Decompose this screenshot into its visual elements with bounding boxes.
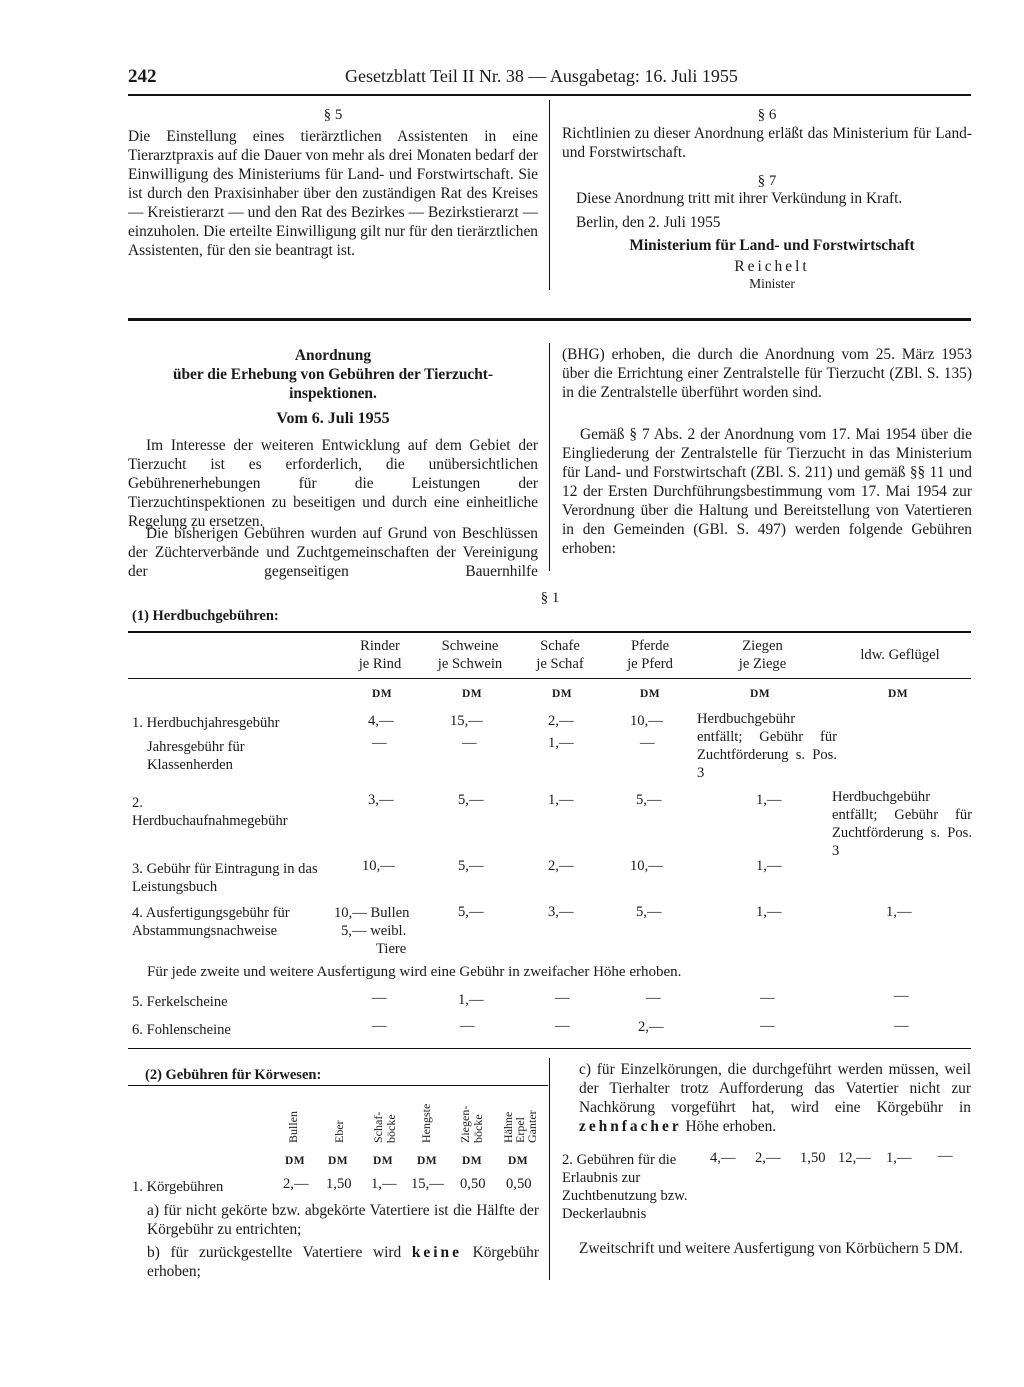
koer-header-rule [128,1085,548,1086]
cell-ziege-note: Herdbuchgebühr entfällt; Gebühr für Zuchtförderung s. Pos. 3 [697,711,837,781]
col-header-ziegen: Ziegen je Ziege [738,638,787,672]
unit-dm: DM [373,1155,394,1167]
place-date: Berlin, den 2. Juli 1955 [576,214,721,231]
ministry-signature: Ministerium für Land- und Forstwirtschaft [629,237,915,254]
cell-schaf: 2,— [548,713,574,729]
cell-gefluegel: 1,— [886,904,912,920]
cell-ziege: 1,— [756,904,782,920]
cell-schaf: 2,— [548,858,574,874]
column-divider-top [549,100,550,290]
cell-schaf: — [555,1018,570,1034]
cell-rind-tiere: Tiere [376,941,407,957]
koer-value: 15,— [411,1176,444,1192]
cell-schwein: 5,— [458,792,484,808]
koer-value: — [938,1148,953,1164]
unit-dm: DM [328,1155,349,1167]
cell-schwein: 5,— [458,858,484,874]
cell-pferd: — [640,735,655,751]
koerwesen-heading: (2) Gebühren für Körwesen: [145,1067,322,1083]
anordnung-para-1: Im Interesse der weiteren Entwicklung auf dem Gebiet der Tierzucht ist es erforderlich, die unübersichtlichen Gebührenerhebungen für die Leistungen der Tierzuchtinspektionen zu beseitigen und durch eine einheitliche Regelung zu ersetzen. [128,437,538,530]
koer-col-eber: Eber [332,1120,346,1143]
cell-rind: — [372,990,387,1006]
col-header-gefluegel: ldw. Geflügel [860,647,940,663]
koer-row-2-label: 2. Gebühren für die Erlaubnis zur Zuchtbenutzung bzw. Deckerlaubnis [562,1152,688,1222]
cell-ziege: 1,— [756,858,782,874]
table-header-rule [128,678,971,679]
anordnung-para-2: Die bisherigen Gebühren wurden auf Grund von Beschlüssen der Züchterverbände und Zuchtgemeinschaften der Vereinigung der gegenseitigen Bauernhilfe [128,525,538,580]
koer-col-ziegenboecke: Ziegen- [458,1105,472,1143]
unit-dm: DM [417,1155,438,1167]
table-top-rule [128,631,971,633]
cell-pferd: 10,— [630,858,663,874]
cell-rind: 10,— [362,858,395,874]
col-header-pferde: Pferde je Pferd [627,638,673,672]
anordnung-subtitle-2: inspektionen. [289,385,377,402]
koer-value: 2,— [283,1176,309,1192]
col-header-rinder: Rinder je Rind [358,638,402,672]
page-header-title: Gesetzblatt Teil II Nr. 38 — Ausgabetag: 16. Juli 1955 [345,66,738,86]
cell-schwein: 15,— [450,713,483,729]
koer-value: 2,— [755,1150,781,1166]
table-bottom-rule [128,1048,971,1049]
cell-gefluegel-note: Herdbuchgebühr entfällt; Gebühr für Zuchtförderung s. Pos. 3 [832,789,972,859]
unit-dm: DM [372,688,393,700]
koer-item-a: a) für nicht gekörte bzw. abgekörte Vatertiere ist die Hälfte der Körgebühr zu entrichten; [147,1202,539,1238]
section-6-text: Richtlinien zu dieser Anordnung erläßt das Ministerium für Land- und Forstwirtschaft. [562,125,972,161]
herdbuch-heading: (1) Herdbuchgebühren: [132,608,279,624]
koer-value: 1,— [371,1176,397,1192]
unit-dm: DM [285,1155,306,1167]
koer-value: 0,50 [506,1176,532,1192]
cell-pferd: 5,— [636,792,662,808]
unit-dm: DM [888,688,909,700]
unit-dm: DM [552,688,573,700]
koer-value: 4,— [710,1150,736,1166]
page-number: 242 [128,66,157,87]
row-label: Jahresgebühr für Klassenherden [147,739,245,773]
anordnung-subtitle-1: über die Erhebung von Gebühren der Tierzucht- [172,366,494,383]
section-separator [128,318,971,321]
section-7-heading: § 7 [757,173,777,189]
anordnung-date: Vom 6. Juli 1955 [276,410,390,427]
anordnung-para-3: (BHG) erhoben, die durch die Anordnung vom 25. März 1953 über die Errichtung einer Zentralstelle für Tierzucht (ZBl. S. 135) in die Zentralstelle überführt worden sind. [562,346,972,401]
row-label: 2. Herdbuchaufnahmegebühr [132,795,288,829]
cell-rind: — [372,735,387,751]
koer-value: 1,— [886,1150,912,1166]
col-header-schweine: Schweine je Schwein [437,638,503,672]
section-1-heading: § 1 [540,590,560,606]
unit-dm: DM [750,688,771,700]
unit-dm: DM [462,1155,483,1167]
col-header-schafe: Schafe je Schaf [536,638,584,672]
anordnung-title: Anordnung [294,347,372,364]
koer-row-1-label: 1. Körgebühren [132,1179,224,1195]
cell-rind: — [372,1018,387,1034]
row-label: 6. Fohlenscheine [132,1022,231,1038]
koer-col-ziegenboecke-2: böcke [471,1114,485,1143]
cell-pferd: — [646,990,661,1006]
koer-value: 0,50 [460,1176,486,1192]
cell-gefluegel: — [894,1018,909,1034]
row-label: 3. Gebühr für Eintragung in das Leistungsbuch [132,861,318,895]
cell-schwein: — [460,1018,475,1034]
unit-dm: DM [462,688,483,700]
cell-schaf: 1,— [548,792,574,808]
koer-col-erpel: Erpel [513,1117,527,1143]
cell-gefluegel: — [894,988,909,1004]
second-copy-note: Für jede zweite und weitere Ausfertigung wird eine Gebühr in zweifacher Höhe erhoben. [147,964,682,980]
cell-rind: 3,— [368,792,394,808]
koer-col-schafboecke: Schaf- [371,1111,385,1143]
koer-col-schafboecke-2: böcke [384,1114,398,1143]
cell-schwein: 1,— [458,992,484,1008]
signer-name: Reichelt [734,258,810,275]
koer-col-bullen: Bullen [286,1111,300,1143]
section-6-heading: § 6 [757,107,777,123]
koer-col-haehne: Hähne [501,1111,515,1143]
cell-schaf: 3,— [548,904,574,920]
cell-schaf: 1,— [548,735,574,751]
koer-value: 1,50 [800,1150,826,1166]
cell-rind-bullen: 10,— Bullen [334,905,410,921]
cell-ziege: — [760,990,775,1006]
anordnung-para-4: Gemäß § 7 Abs. 2 der Anordnung vom 17. Mai 1954 über die Eingliederung der Zentralstelle für Tierzucht in das Ministerium für Land- und Forstwirtschaft (ZBl. S. 211) und gemäß §§ 11 und 12 der Ersten Durchführungsbestimmung vom 17. Mai 1954 zur Verordnung über die Haltung und Bereitstellung von Vatertieren in den Gemeinden (GBl. S. 497) werden folgende Gebühren erhoben: [562,426,972,557]
cell-ziege: — [760,1018,775,1034]
koer-final-note: Zweitschrift und weitere Ausfertigung von Körbüchern 5 DM. [579,1240,963,1257]
unit-dm: DM [640,688,661,700]
cell-schwein: — [462,735,477,751]
cell-pferd: 5,— [636,904,662,920]
cell-schaf: — [555,990,570,1006]
cell-schwein: 5,— [458,904,484,920]
cell-rind: 4,— [368,713,394,729]
row-label: 1. Herdbuchjahresgebühr [132,715,280,731]
cell-pferd: 10,— [630,713,663,729]
section-5-text: Die Einstellung eines tierärztlichen Assistenten in eine Tierarztpraxis auf die Dauer von mehr als drei Monaten bedarf der Einwilligung des Ministeriums für Land- und Forstwirtschaft. Sie ist durch den Praxisinhaber über den zuständigen Rat des Kreises — Kreistierarzt — und den Rat des Bezirkes — Bezirkstierarzt — einzuholen. Die erteilte Einwilligung gilt nur für den tierärztlichen Assistenten, für den sie beantragt ist. [128,128,538,259]
cell-pferd: 2,— [638,1019,664,1035]
koer-item-c: c) für Einzelkörungen, die durchgeführt werden müssen, weil der Tierhalter trotz Aufforderung das Vatertier nicht zur Nachkörung vorgeführt hat, wird eine Körgebühr in zehnfacher Höhe erhoben. [579,1061,971,1135]
section-7-text: Diese Anordnung tritt mit ihrer Verkündung in Kraft. [576,190,903,207]
row-label: 4. Ausfertigungsgebühr für Abstammungsnachweise [132,905,290,939]
koer-item-b: b) für zurückgestellte Vatertiere wird keine Körgebühr erhoben; [147,1244,539,1280]
cell-ziege: 1,— [756,792,782,808]
row-label: 5. Ferkelscheine [132,994,228,1010]
unit-dm: DM [508,1155,529,1167]
koer-col-hengste: Hengste [419,1103,433,1143]
header-rule [128,94,971,96]
signer-title: Minister [749,276,795,291]
cell-rind-weibl: 5,— weibl. [341,923,407,939]
section-5-heading: § 5 [323,107,343,123]
koer-value: 1,50 [326,1176,352,1192]
column-divider-bottom [549,1058,550,1280]
koer-value: 12,— [838,1150,871,1166]
column-divider-middle [549,343,550,571]
koer-col-ganter: Ganter [525,1110,539,1143]
